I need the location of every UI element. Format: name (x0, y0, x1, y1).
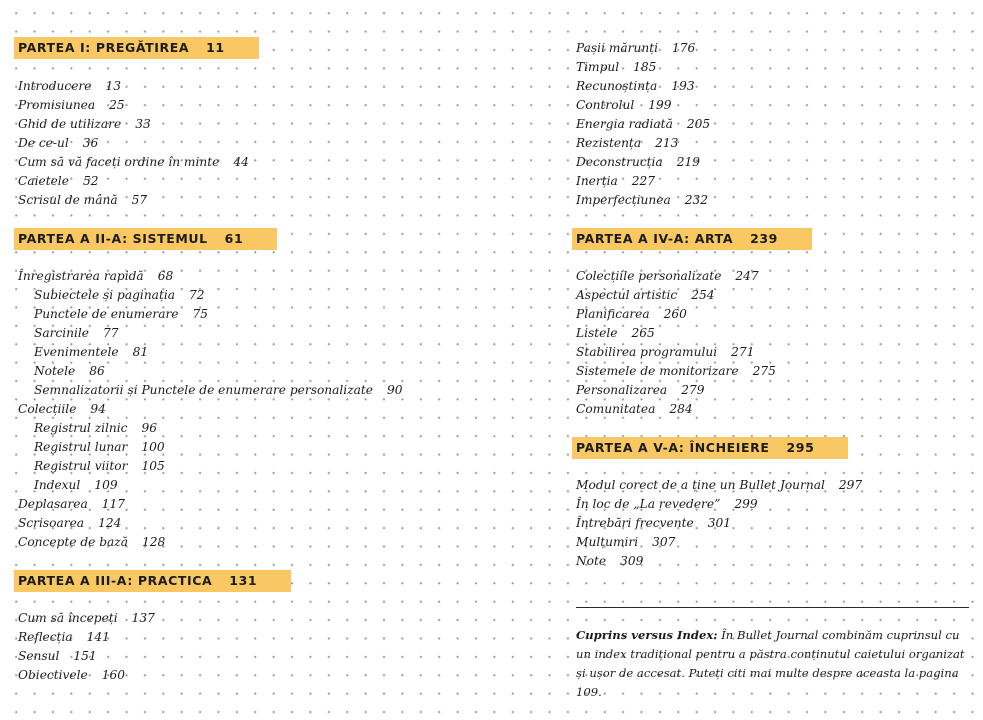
toc-entry[interactable] (576, 552, 643, 571)
entry-title: Colecțiile personalizate (576, 269, 722, 283)
toc-entry[interactable] (576, 172, 655, 191)
toc-entry[interactable] (576, 153, 700, 172)
entry-title: Controlul (576, 98, 635, 112)
part-title: PARTEA A V-A: ÎNCHEIERE (576, 440, 770, 455)
entry-title: Registrul lunar (34, 440, 128, 454)
entry-title: Colecțiile (18, 402, 77, 416)
part-5-header (572, 437, 848, 459)
entry-page-number: 25 (109, 98, 125, 112)
entry-page-number: 52 (82, 174, 99, 188)
toc-entry[interactable] (576, 286, 714, 305)
toc-subentry[interactable] (34, 457, 165, 476)
entry-title: Sistemele de monitorizare (576, 364, 739, 378)
entry-title: Comunitatea (576, 402, 656, 416)
index-note (576, 626, 971, 702)
entry-page-number: 33 (135, 117, 151, 131)
entry-page-number: 77 (103, 326, 119, 340)
toc-entry[interactable] (18, 514, 121, 533)
toc-entry[interactable] (18, 77, 121, 96)
entry-title: Registrul viitor (34, 459, 128, 473)
part-page-number: 239 (750, 231, 778, 246)
entry-page-number: 105 (141, 459, 165, 473)
part-3-header (14, 570, 291, 592)
toc-entry[interactable] (576, 96, 671, 115)
entry-title: Cum să începeți (18, 611, 118, 625)
note-title: Cuprins versus Index: (576, 628, 718, 642)
entry-page-number: 13 (105, 79, 121, 93)
toc-subentry[interactable] (34, 286, 205, 305)
toc-entry[interactable] (18, 96, 125, 115)
toc-entry[interactable] (18, 400, 106, 419)
entry-title: Energia radiată (576, 117, 673, 131)
entry-page-number: 68 (157, 269, 174, 283)
entry-title: Evenimentele (34, 345, 119, 359)
toc-entry[interactable] (576, 267, 759, 286)
entry-page-number: 297 (838, 478, 863, 492)
toc-subentry[interactable] (34, 438, 165, 457)
toc-subentry[interactable] (34, 381, 403, 400)
entry-title: Cum să vă faceți ordine în minte (18, 155, 220, 169)
entry-title: Pașii mărunți (576, 41, 658, 55)
part-page-number: 11 (206, 40, 225, 55)
toc-entry[interactable] (18, 267, 173, 286)
toc-entry[interactable] (18, 666, 125, 685)
note-body: În Bullet Journal combinăm cuprinsul cu un index tradițional pentru a păstra conținutul caietului organizat și ușor de accesat. Puteți citi mai multe despre aceasta la pagina 109. (576, 628, 965, 699)
entry-page-number: 275 (752, 364, 776, 378)
entry-title: Mulțumiri (576, 535, 639, 549)
entry-page-number: 213 (655, 136, 679, 150)
entry-title: Introducere (18, 79, 92, 93)
entry-title: Caietele (18, 174, 69, 188)
toc-entry[interactable] (18, 172, 98, 191)
toc-entry[interactable] (18, 495, 125, 514)
toc-entry[interactable] (576, 476, 862, 495)
entry-page-number: 75 (192, 307, 209, 321)
entry-title: Timpul (576, 60, 620, 74)
toc-entry[interactable] (18, 191, 147, 210)
entry-title: Reflecția (18, 630, 73, 644)
entry-page-number: 284 (669, 402, 693, 416)
toc-entry[interactable] (576, 39, 695, 58)
entry-page-number: 232 (684, 193, 708, 207)
entry-page-number: 254 (691, 288, 715, 302)
entry-page-number: 124 (98, 516, 122, 530)
entry-page-number: 227 (631, 174, 656, 188)
entry-title: Punctele de enumerare (34, 307, 179, 321)
entry-title: Rezistența (576, 136, 642, 150)
entry-title: Concepte de bază (18, 535, 128, 549)
entry-page-number: 247 (735, 269, 759, 283)
entry-page-number: 36 (82, 136, 99, 150)
entry-page-number: 176 (672, 41, 696, 55)
entry-title: Note (576, 554, 607, 568)
entry-title: Notele (34, 364, 76, 378)
toc-entry[interactable] (576, 362, 776, 381)
note-divider (576, 607, 969, 608)
toc-entry[interactable] (18, 134, 98, 153)
toc-entry[interactable] (576, 191, 708, 210)
part-title: PARTEA A II-A: SISTEMUL (18, 231, 208, 246)
toc-subentry[interactable] (34, 419, 157, 438)
toc-entry[interactable] (576, 115, 710, 134)
entry-title: Sensul (18, 649, 60, 663)
part-page-number: 61 (224, 231, 244, 246)
toc-subentry[interactable] (34, 324, 119, 343)
entry-page-number: 307 (652, 535, 676, 549)
toc-subentry[interactable] (34, 305, 208, 324)
entry-page-number: 301 (707, 516, 731, 530)
entry-page-number: 109 (94, 478, 118, 492)
entry-page-number: 96 (141, 421, 157, 435)
entry-title: Deconstrucția (576, 155, 663, 169)
entry-title: În loc de „La revedere” (576, 497, 721, 511)
entry-title: Listele (576, 326, 618, 340)
toc-entry[interactable] (18, 609, 155, 628)
entry-title: Sarcinile (34, 326, 90, 340)
entry-page-number: 185 (633, 60, 657, 74)
entry-title: De ce-ul (18, 136, 69, 150)
toc-entry[interactable] (576, 77, 695, 96)
entry-title: Scrisul de mână (18, 193, 118, 207)
part-1-header (14, 37, 259, 59)
entry-page-number: 260 (663, 307, 687, 321)
entry-page-number: 81 (132, 345, 149, 359)
entry-page-number: 151 (73, 649, 97, 663)
left-page (18, 0, 478, 720)
entry-title: Registrul zilnic (34, 421, 128, 435)
entry-page-number: 271 (731, 345, 755, 359)
entry-page-number: 205 (686, 117, 711, 131)
entry-page-number: 279 (681, 383, 705, 397)
toc-entry[interactable] (576, 514, 731, 533)
part-page-number: 295 (786, 440, 815, 455)
entry-title: Ghid de utilizare (18, 117, 122, 131)
toc-entry[interactable] (576, 533, 675, 552)
toc-entry[interactable] (576, 343, 754, 362)
part-title: PARTEA I: PREGĂTIREA (18, 40, 190, 55)
toc-entry[interactable] (576, 58, 656, 77)
entry-page-number: 219 (676, 155, 700, 169)
part-2-header (14, 228, 277, 250)
toc-entry[interactable] (18, 115, 151, 134)
entry-page-number: 141 (86, 630, 110, 644)
entry-page-number: 193 (671, 79, 695, 93)
entry-title: Deplasarea (18, 497, 88, 511)
entry-title: Promisiunea (18, 98, 96, 112)
entry-title: Obiectivele (18, 668, 88, 682)
entry-title: Întrebări frecvente (576, 516, 694, 530)
entry-page-number: 94 (90, 402, 106, 416)
entry-page-number: 57 (131, 193, 148, 207)
toc-entry[interactable] (576, 134, 678, 153)
entry-title: Modul corect de a ține un Bullet Journal (576, 478, 825, 492)
entry-page-number: 72 (189, 288, 205, 302)
entry-title: Aspectul artistic (576, 288, 678, 302)
part-4-header (572, 228, 812, 250)
toc-entry[interactable] (576, 305, 687, 324)
part-page-number: 131 (229, 573, 258, 588)
entry-page-number: 137 (131, 611, 155, 625)
entry-page-number: 199 (648, 98, 672, 112)
entry-title: Stabilirea programului (576, 345, 718, 359)
entry-page-number: 299 (734, 497, 758, 511)
toc-subentry[interactable] (34, 362, 105, 381)
toc-entry[interactable] (576, 495, 758, 514)
entry-page-number: 128 (141, 535, 166, 549)
toc-entry[interactable] (18, 153, 249, 172)
entry-page-number: 100 (141, 440, 165, 454)
entry-title: Semnalizatorii și Punctele de enumerare personalizate (34, 383, 374, 397)
entry-title: Scrisoarea (18, 516, 85, 530)
toc-entry[interactable] (18, 628, 110, 647)
toc-subentry[interactable] (34, 476, 118, 495)
toc-entry[interactable] (576, 381, 704, 400)
toc-subentry[interactable] (34, 343, 148, 362)
entry-title: Indexul (34, 478, 81, 492)
entry-page-number: 86 (89, 364, 105, 378)
entry-page-number: 44 (233, 155, 249, 169)
toc-entry[interactable] (18, 647, 97, 666)
entry-title: Personalizarea (576, 383, 668, 397)
entry-page-number: 117 (101, 497, 126, 511)
entry-title: Recunoștința (576, 79, 658, 93)
part-title: PARTEA A IV-A: ARTA (576, 231, 734, 246)
entry-title: Planificarea (576, 307, 650, 321)
entry-title: Înregistrarea rapidă (18, 269, 144, 283)
entry-title: Imperfecțiunea (576, 193, 671, 207)
entry-page-number: 265 (631, 326, 655, 340)
entry-title: Subiectele și paginația (34, 288, 176, 302)
entry-title: Inerția (576, 174, 618, 188)
toc-entry[interactable] (18, 533, 165, 552)
right-page (576, 0, 971, 720)
toc-entry[interactable] (576, 400, 693, 419)
part-title: PARTEA A III-A: PRACTICA (18, 573, 213, 588)
entry-page-number: 160 (101, 668, 125, 682)
entry-page-number: 90 (387, 383, 403, 397)
entry-page-number: 309 (620, 554, 644, 568)
toc-entry[interactable] (576, 324, 655, 343)
